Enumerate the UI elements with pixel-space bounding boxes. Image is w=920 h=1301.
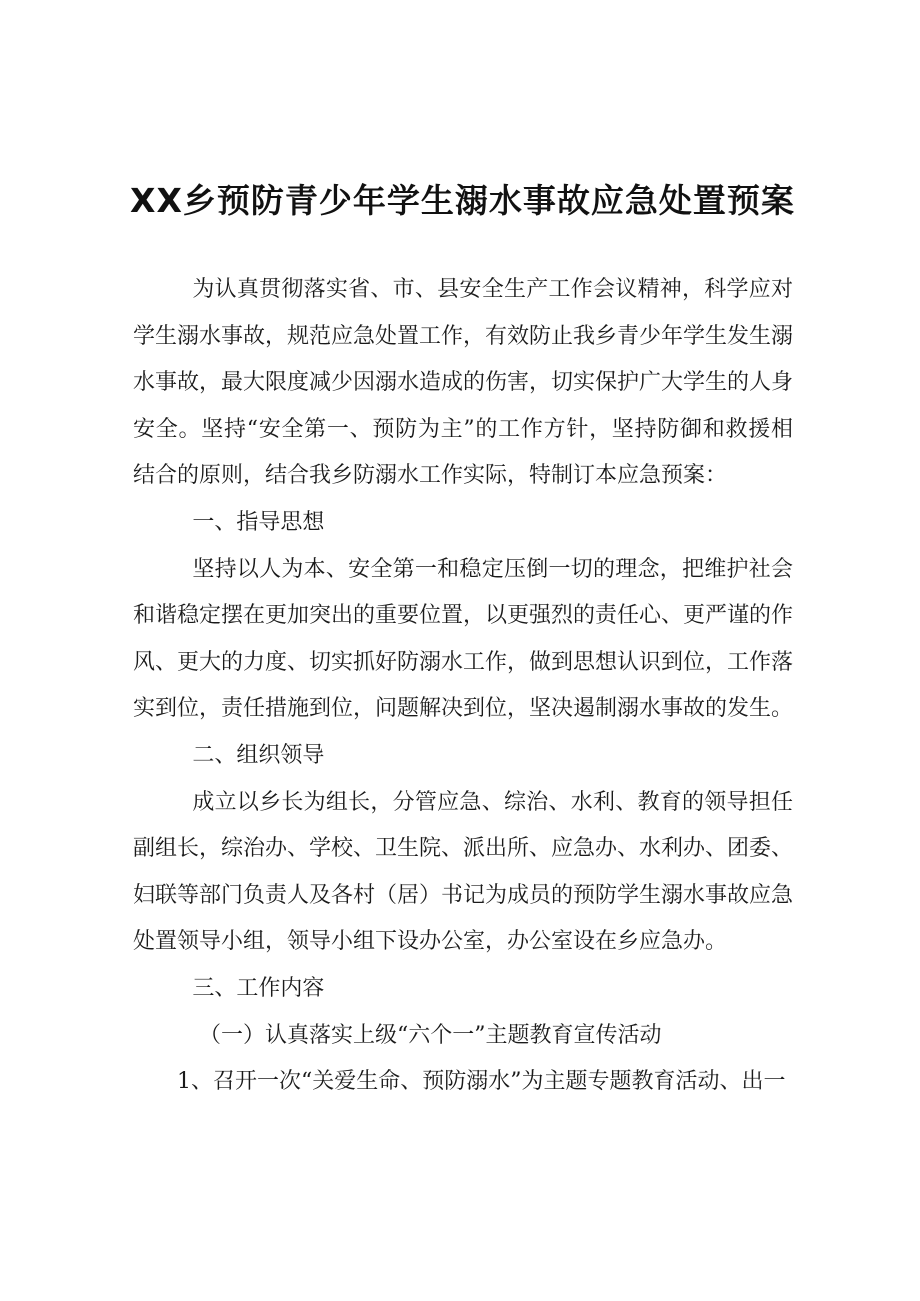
list-item: 1、召开一次“关爱生命、预防溺水”为主题专题教育活动、出一 <box>177 1069 786 1095</box>
section-heading-organization: 二、组织领导 <box>192 742 325 768</box>
section-body-organization: 成立以乡长为组长，分管应急、综治、水利、教育的领导担任副组长，综治办、学校、卫生院、派出所、应急办、水利办、团委、妇联等部门负责人及各村（居）书记为成员的预防学生溺水事故应急处置领导小组，领导小组下设办公室，办公室设在乡应急办。 <box>133 789 794 955</box>
document-body <box>133 267 793 1106</box>
subsection-heading: （一）认真落实上级“六个一”主题教育宣传活动 <box>199 1022 662 1048</box>
section-body-guiding-ideology: 坚持以人为本、安全第一和稳定压倒一切的理念，把维护社会和谐稳定摆在更加突出的重要位置，以更强烈的责任心、更严谨的作风、更大的力度、切实抓好防溺水工作，做到思想认识到位，工作落实到位，责任措施到位，问题解决到位，坚决遏制溺水事故的发生。 <box>133 556 794 722</box>
document-title: XX乡预防青少年学生溺水事故应急处置预案 <box>130 181 795 220</box>
intro-paragraph: 为认真贯彻落实省、市、县安全生产工作会议精神，科学应对学生溺水事故，规范应急处置工作，有效防止我乡青少年学生发生溺水事故，最大限度减少因溺水造成的伤害，切实保护广大学生的人身安全。坚持“安全第一、预防为主”的工作方针，坚持防御和救援相结合的原则，结合我乡防溺水工作实际，特制订本应急预案： <box>133 277 794 489</box>
section-heading-work-content: 三、工作内容 <box>192 975 325 1001</box>
section-heading-guiding-ideology: 一、指导思想 <box>192 509 325 535</box>
